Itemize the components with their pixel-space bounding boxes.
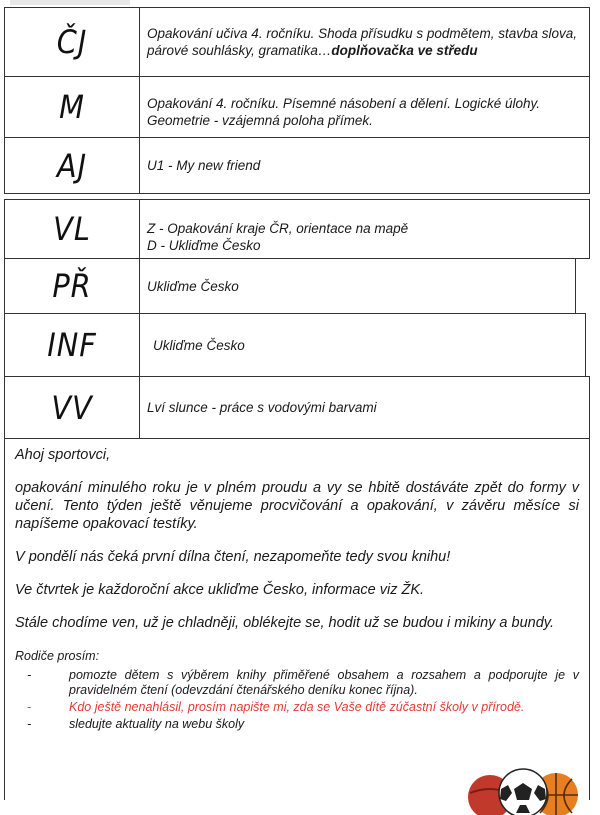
row-divider <box>139 377 140 438</box>
subject-text-line1: Z - Opakování kraje ČR, orientace na mapě <box>147 221 409 236</box>
subject-text-main: Opakování učiva 4. ročníku. Shoda přísudku s podmětem, stavba slova, párové souhlásky, gramatika… <box>147 26 577 58</box>
message-paragraph: Stále chodíme ven, už je chladněji, oblékejte se, hodit už se budou i mikiny a bundy. <box>15 615 554 631</box>
subject-text <box>147 377 579 438</box>
subject-code: VL <box>53 210 91 248</box>
class-message <box>4 438 590 800</box>
subject-code: M <box>59 88 85 126</box>
row-divider <box>139 77 140 137</box>
list-item-text: pomozte dětem s výběrem knihy přiměřené obsahem a rozsahem a podporujte je v pravidelném čtení (odevzdání čtenářského deníku konec října). <box>69 668 579 697</box>
subject-text <box>147 77 579 137</box>
subject-text <box>147 259 565 313</box>
subject-text-main: Lví slunce - práce s vodovými barvami <box>147 400 377 415</box>
message-paragraph: opakování minulého roku je v plném proudu a vy se hbitě dostáváte zpět do formy v učení. Tento týden ještě věnujeme procvičování a opakování, v závěru měsíce si napíšeme opakovací testíky. <box>15 480 579 532</box>
subject-text-line2: D - Ukliďme Česko <box>147 238 261 253</box>
row-divider <box>139 314 140 376</box>
subject-row-vv <box>4 376 590 439</box>
subject-row-inf <box>4 313 586 377</box>
list-dash: - <box>27 700 32 714</box>
subject-text-bold: doplňovačka ve středu <box>331 43 478 58</box>
row-divider <box>139 200 140 258</box>
subject-text-main: Opakování 4. ročníku. Písemné násobení a dělení. Logické úlohy. Geometrie - vzájemná poloha přímek. <box>147 96 540 128</box>
subject-row-aj <box>4 137 590 194</box>
list-dash: - <box>27 717 32 731</box>
list-item <box>15 668 579 698</box>
subject-row-m <box>4 76 590 138</box>
subject-text <box>147 8 579 76</box>
list-item <box>15 717 579 732</box>
subject-text-main: U1 - My new friend <box>147 158 261 173</box>
parents-section <box>15 647 579 732</box>
sports-balls-illustration <box>468 755 578 815</box>
parents-heading: Rodiče prosím: <box>15 649 100 663</box>
subject-row-cj <box>4 7 590 77</box>
message-paragraph: Ve čtvrtek je každoroční akce ukliďme Česko, informace viz ŽK. <box>15 582 425 598</box>
subject-text-main: Ukliďme Česko <box>153 337 245 353</box>
subject-text <box>147 200 579 258</box>
subject-code: VV <box>51 388 93 427</box>
list-dash: - <box>27 668 32 682</box>
row-divider <box>139 259 140 313</box>
top-edge-strip <box>10 0 130 5</box>
message-greeting: Ahoj sportovci, <box>15 447 111 463</box>
subject-text-main: Ukliďme Česko <box>147 278 239 294</box>
subject-row-pr <box>4 258 576 314</box>
list-item-text: sledujte aktuality na webu školy <box>69 717 245 731</box>
subject-row-vl <box>4 199 590 259</box>
message-paragraph: V pondělí nás čeká první dílna čtení, nezapomeňte tedy svou knihu! <box>15 549 451 565</box>
parents-list <box>15 668 579 732</box>
subject-code: AJ <box>56 146 88 185</box>
subject-code: ČJ <box>56 23 88 61</box>
row-divider <box>139 138 140 193</box>
subject-code: INF <box>47 326 97 364</box>
row-divider <box>139 8 140 76</box>
subject-text <box>147 138 579 193</box>
list-item-text: Kdo ještě nenahlásil, prosím napište mi, zda se Vaše dítě zúčastní školy v přírodě. <box>69 700 525 714</box>
subject-code: PŘ <box>52 267 92 305</box>
list-item <box>15 700 579 715</box>
subject-text <box>153 314 575 376</box>
